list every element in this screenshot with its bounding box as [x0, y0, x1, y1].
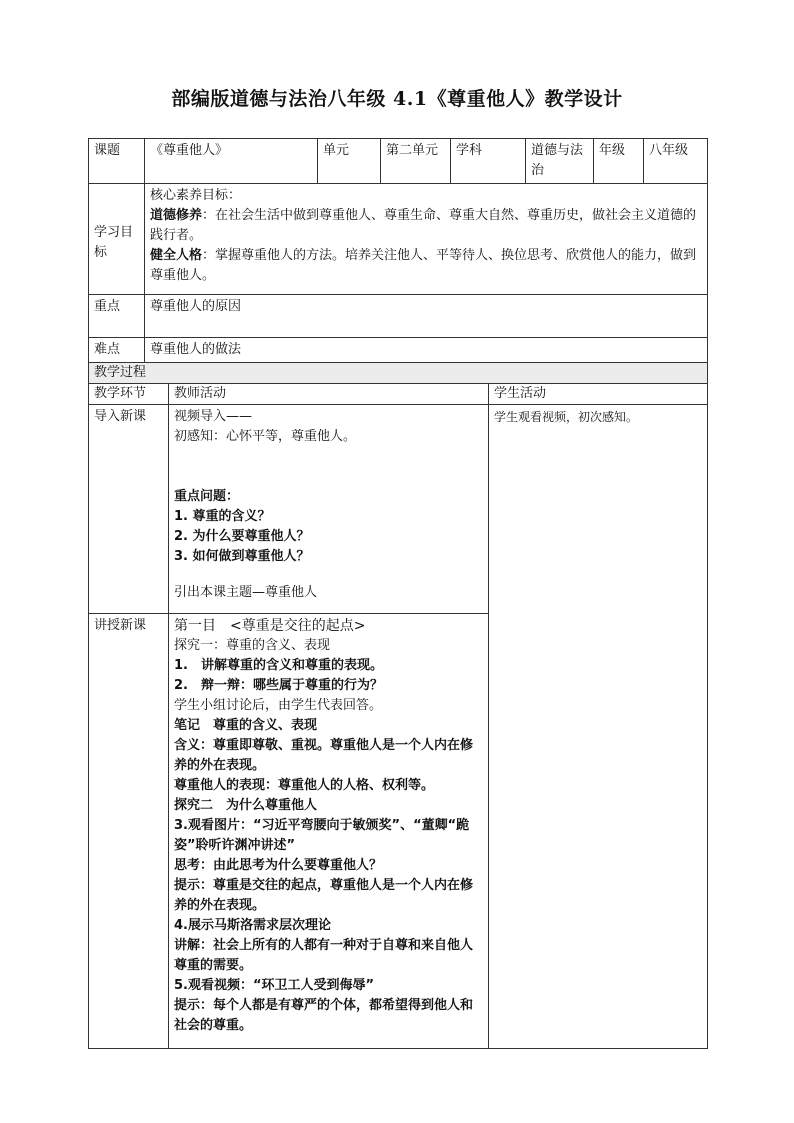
key-question: 1. 尊重的含义？ — [174, 509, 271, 524]
key-value: 尊重他人的原因 — [145, 295, 708, 338]
col-stage: 教学环节 — [89, 384, 169, 405]
difficulty-label: 难点 — [89, 338, 145, 381]
unit-label: 单元 — [318, 139, 381, 184]
goal-moral-text: ：在社会生活中做到尊重他人、尊重生命、尊重大自然、尊重历史，做社会主义道德的践行者。 — [150, 208, 697, 243]
item-four: 4.展示马斯洛需求层次理论 — [174, 918, 331, 933]
item-two: 2. 辩一辩：哪些属于尊重的行为？ — [174, 678, 383, 693]
intro-line: 初感知：心怀平等，尊重他人。 — [174, 429, 357, 444]
difficulty-value: 尊重他人的做法 — [145, 338, 708, 381]
document-title: 部编版道德与法治八年级 4.1《尊重他人》教学设计 — [171, 88, 623, 110]
hint-one: 提示：尊重是交往的起点，尊重他人是一个人内在修养的外在表现。 — [174, 878, 474, 913]
process-header: 教学过程 — [89, 363, 708, 384]
section-heading: 第一目 <尊重是交往的起点> — [174, 618, 366, 634]
hint-two: 提示：每个人都是有尊严的个体，都希望得到他人和社会的尊重。 — [174, 998, 474, 1033]
explain-text: 讲解：社会上所有的人都有一种对于自尊和来自他人尊重的需要。 — [174, 938, 474, 973]
expression-text: 尊重他人的表现：尊重他人的人格、权利等。 — [174, 778, 435, 793]
item-one: 1. 讲解尊重的含义和尊重的表现。 — [174, 658, 383, 673]
process-header-row — [89, 363, 708, 384]
student-activity: 学生观看视频，初次感知。 — [489, 405, 708, 1049]
goals-intro: 核心素养目标： — [150, 188, 242, 203]
goal-moral — [150, 206, 702, 246]
col-student: 学生活动 — [489, 384, 708, 405]
item-five: 5.观看视频：“环卫工人受到侮辱” — [174, 978, 375, 993]
key-questions-title: 重点问题： — [174, 489, 240, 504]
lesson-value: 《尊重他人》 — [145, 139, 318, 184]
grade-value: 八年级 — [644, 139, 708, 184]
key-row — [89, 295, 708, 338]
intro-row — [89, 405, 708, 614]
lesson-info-row — [89, 139, 708, 184]
new-teacher — [169, 614, 489, 1049]
new-stage: 讲授新课 — [89, 614, 169, 1049]
item-three: 3.观看图片：“习近平弯腰向于敏颁奖”、“董卿“跪姿”聆听许渊冲讲述” — [174, 818, 470, 853]
lesson-label: 课题 — [89, 139, 145, 184]
goal-personality — [150, 246, 702, 286]
key-question: 2. 为什么要尊重他人？ — [174, 529, 310, 544]
grade-label: 年级 — [594, 139, 644, 184]
goals-content — [145, 184, 708, 295]
explore-one: 探究一：尊重的含义、表现 — [174, 638, 331, 653]
meaning-text: 含义：尊重即尊敬、重视。尊重他人是一个人内在修养的外在表现。 — [174, 738, 474, 773]
goal-personality-title: 健全人格 — [150, 248, 203, 263]
intro-line: 视频导入—— — [174, 409, 253, 424]
explore-two: 探究二 为什么尊重他人 — [174, 798, 318, 813]
key-label: 重点 — [89, 295, 145, 338]
process-columns-row — [89, 384, 708, 405]
subject-label: 学科 — [451, 139, 526, 184]
intro-lead: 引出本课主题—尊重他人 — [174, 585, 318, 600]
note-title: 笔记 尊重的含义、表现 — [174, 718, 318, 733]
goals-label: 学习目标 — [89, 184, 145, 295]
unit-value: 第二单元 — [381, 139, 451, 184]
teaching-process-table — [88, 362, 708, 1049]
goals-row — [89, 184, 708, 295]
goal-moral-title: 道德修养 — [150, 208, 203, 223]
goal-personality-text: ：掌握尊重他人的方法。培养关注他人、平等待人、换位思考、欣赏他人的能力，做到尊重他人。 — [150, 248, 697, 283]
intro-teacher — [169, 405, 489, 614]
item-two-detail: 学生小组讨论后，由学生代表回答。 — [174, 698, 383, 713]
intro-stage: 导入新课 — [89, 405, 169, 614]
think-text: 思考：由此思考为什么要尊重他人？ — [174, 858, 383, 873]
lesson-info-table — [88, 138, 708, 381]
key-question: 3. 如何做到尊重他人？ — [174, 549, 310, 564]
subject-value: 道德与法治 — [526, 139, 594, 184]
col-teacher: 教师活动 — [169, 384, 489, 405]
